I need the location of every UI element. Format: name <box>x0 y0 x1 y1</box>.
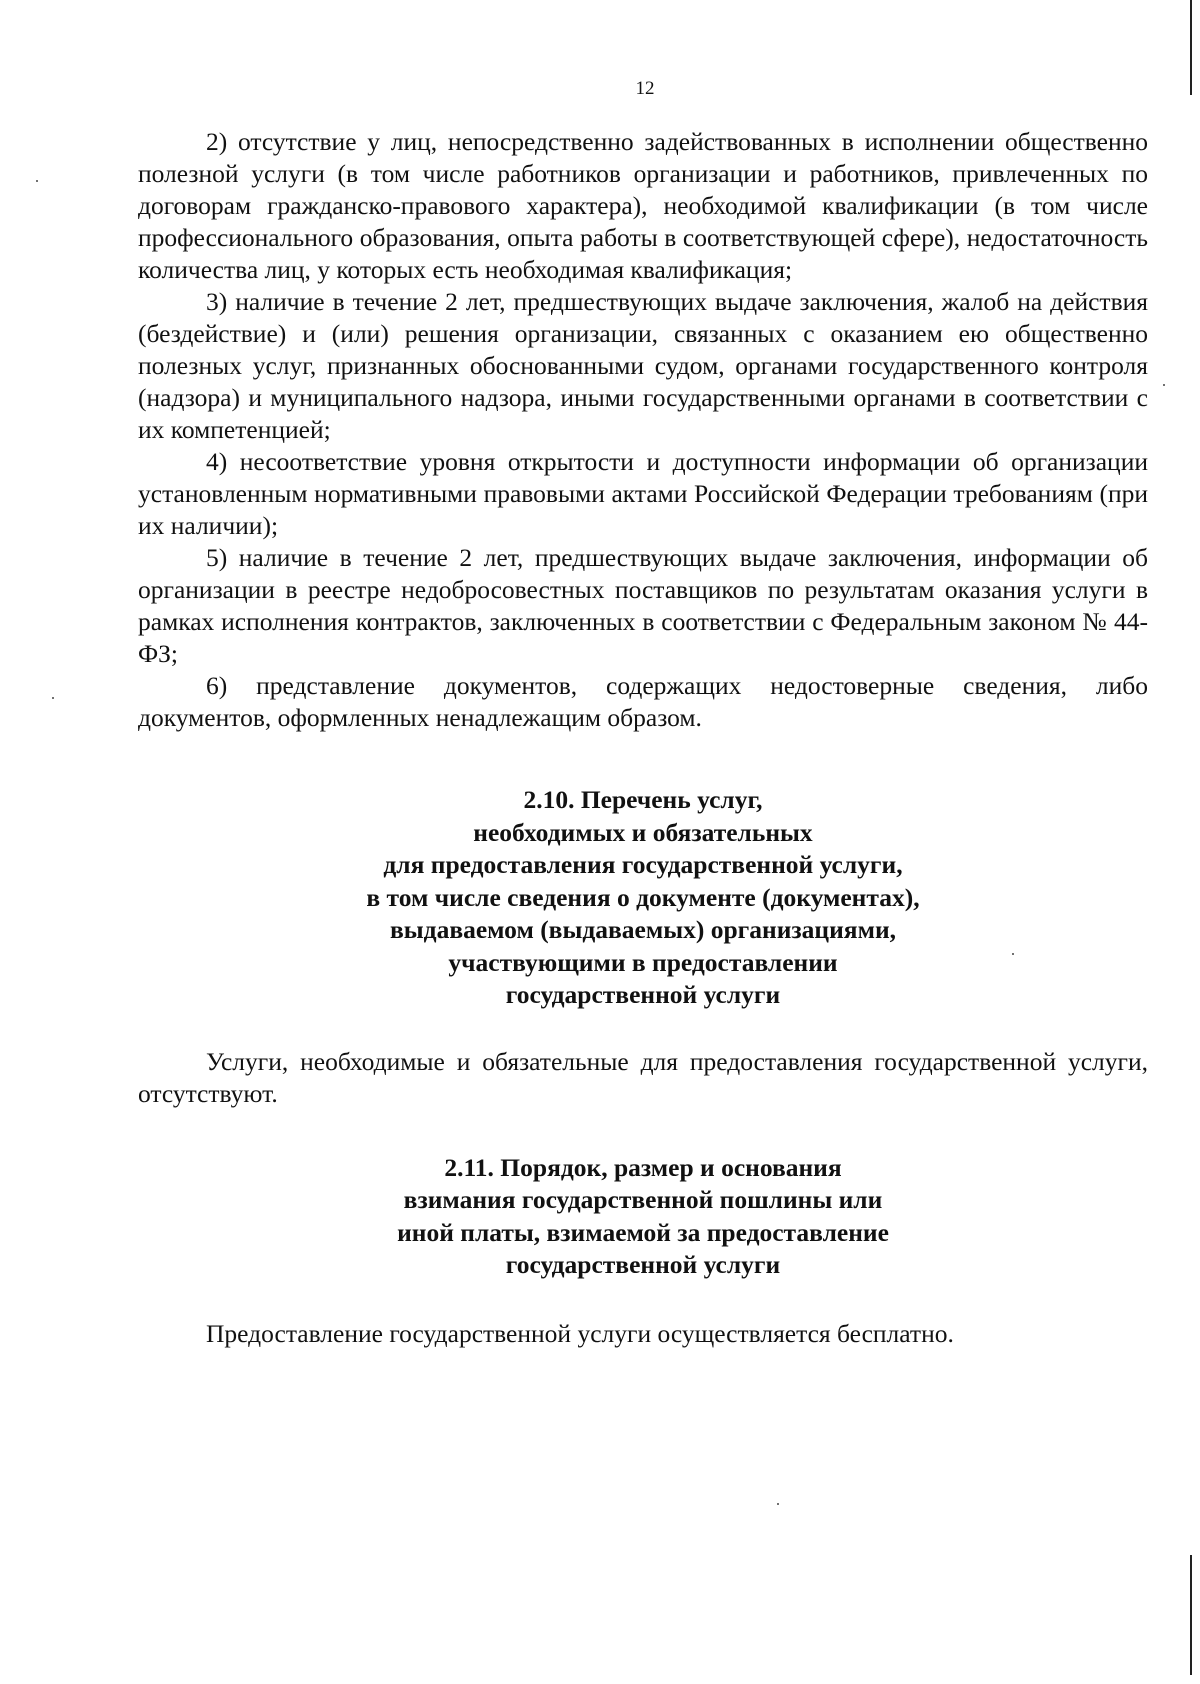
scan-edge-line-bottom <box>1190 1555 1192 1675</box>
heading-line: государственной услуги <box>505 980 781 1009</box>
list-item-paragraph: 3) наличие в течение 2 лет, предшествующих выдаче заключения, жалоб на действия (бездействие) и (или) решения организации, связанных с оказанием ею общественно полезных услуг, признанных обоснованными судом, органами государственного контроля (надзора) и муниципального надзора, иными государственными органами в соответствии с их компетенцией; <box>138 287 1148 444</box>
list-item-paragraph: 4) несоответствие уровня открытости и доступности информации об организации установленным нормативными правовыми актами Российской Федерации требованиям (при их наличии); <box>138 447 1148 540</box>
scan-speck <box>1163 384 1165 386</box>
scan-speck <box>777 1503 779 1505</box>
heading-line: 2.11. Порядок, размер и основания <box>444 1152 842 1182</box>
heading-line: необходимых и обязательных <box>473 817 813 847</box>
section-heading-2-10 <box>138 784 1148 1012</box>
list-item-paragraph: 6) представление документов, содержащих недостоверные сведения, либо документов, оформленных ненадлежащим образом. <box>138 671 1148 732</box>
list-item-paragraph: 2) отсутствие у лиц, непосредственно задействованных в исполнении общественно полезной услуги (в том числе работников организации и работников, привлеченных по договорам гражданско-правового характера), необходимой квалификации (в том числе профессионального образования, опыта работы в соответствующей сфере), недостаточность количества лиц, у которых есть необходимая квалификация; <box>138 127 1148 284</box>
section-2-11-text: Предоставление государственной услуги осуществляется бесплатно. <box>206 1318 954 1348</box>
heading-line: иной платы, взимаемой за предоставление <box>397 1217 889 1247</box>
scan-speck <box>52 697 54 699</box>
heading-line: для предоставления государственной услуги, <box>383 850 903 879</box>
heading-line: в том числе сведения о документе (документах), <box>366 882 920 912</box>
section-2-10-text: Услуги, необходимые и обязательные для предоставления государственной услуги, отсутствуют. <box>138 1046 1148 1108</box>
document-body <box>138 126 1148 1350</box>
scan-speck <box>36 180 38 182</box>
heading-line: 2.10. Перечень услуг, <box>523 785 763 814</box>
section-heading-2-11 <box>138 1152 1148 1282</box>
heading-line: взимания государственной пошлины или <box>403 1185 883 1214</box>
heading-line: выдаваемом (выдаваемых) организациями, <box>389 915 897 944</box>
heading-line: участвующими в предоставлении <box>448 947 838 977</box>
heading-line: государственной услуги <box>505 1250 781 1279</box>
page-number: 12 <box>635 78 655 99</box>
list-item-paragraph: 5) наличие в течение 2 лет, предшествующих выдаче заключения, информации об организации в реестре недобросовестных поставщиков по результатам оказания услуги в рамках исполнения контрактов, заключенных в соответствии с Федеральным законом № 44-ФЗ; <box>138 543 1148 668</box>
